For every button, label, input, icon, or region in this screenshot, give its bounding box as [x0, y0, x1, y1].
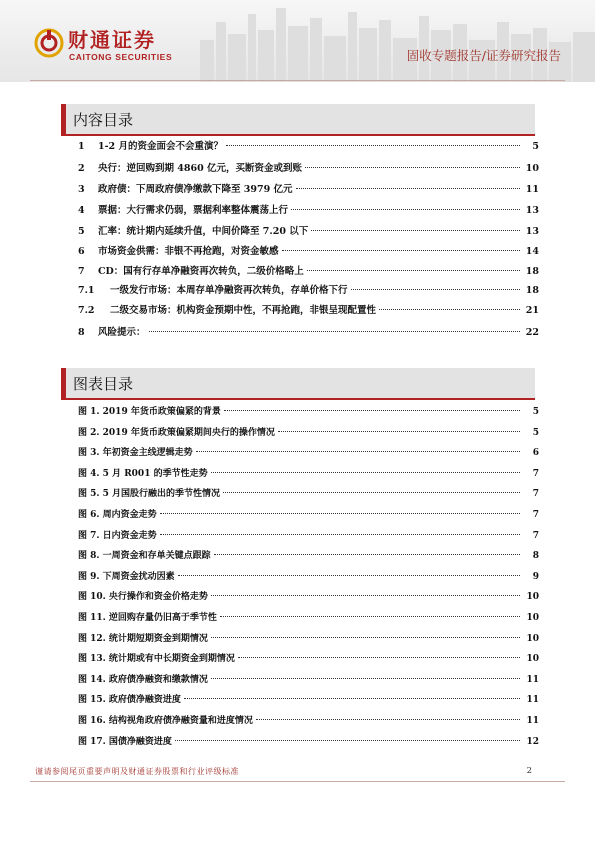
toc-entry-title: 1-2 月的资金面会不会重演？ — [98, 141, 223, 152]
toc-entry-page: 22 — [525, 327, 539, 338]
figure-entry-title: 图 3. 年初资金主线逻辑走势 — [78, 448, 193, 458]
toc-entry[interactable] — [78, 161, 539, 177]
figures-title: 图表目录 — [73, 375, 134, 393]
toc-entry-title: 市场资金供需：非银不再抢跑，对资金敏感 — [98, 246, 279, 257]
leader-dots — [223, 492, 520, 493]
figure-entry-title: 图 7. 日内资金走势 — [78, 531, 157, 541]
toc-entry-page: 13 — [525, 226, 539, 237]
figure-entry-title: 图 9. 下周资金扰动因素 — [78, 572, 175, 582]
toc-entry-number: 7.1 — [78, 285, 95, 296]
toc-entry-number: 7 — [78, 266, 85, 277]
figure-entry[interactable] — [78, 651, 539, 667]
leader-dots — [296, 188, 520, 189]
toc-entry-page: 11 — [525, 184, 539, 195]
leader-dots — [184, 698, 520, 699]
figure-entry-title: 图 1. 2019 年货币政策偏紧的背景 — [78, 407, 221, 417]
header-divider — [30, 80, 565, 81]
brand-name-cn: 财通证券 — [68, 28, 156, 52]
toc-entry-title: 央行：逆回购到期 4860 亿元，买断资金或到账 — [98, 163, 303, 174]
leader-dots — [282, 250, 520, 251]
figure-entry[interactable] — [78, 734, 539, 750]
footer-divider — [30, 781, 565, 782]
title-accent — [61, 104, 66, 134]
toc-entry-number: 6 — [78, 246, 85, 257]
figure-entry-page: 7 — [532, 510, 539, 520]
toc-entry-title: CD：国有行存单净融资再次转负，二级价格略上 — [98, 266, 304, 277]
figure-entry[interactable] — [78, 466, 539, 482]
leader-dots — [160, 513, 520, 514]
leader-dots — [256, 719, 520, 720]
leader-dots — [196, 451, 520, 452]
toc-entry-number: 4 — [78, 205, 85, 216]
leader-dots — [311, 230, 520, 231]
figure-entry-page: 10 — [526, 592, 539, 602]
figures-title-bar — [61, 368, 535, 400]
page-header — [0, 0, 595, 82]
toc-entry-title: 政府债：下周政府债净缴款下降至 3979 亿元 — [98, 184, 293, 195]
toc-entry-page: 13 — [525, 205, 539, 216]
figure-entry-title: 图 8. 一周资金和存单关键点跟踪 — [78, 551, 211, 561]
leader-dots — [224, 410, 520, 411]
toc-entry[interactable] — [78, 244, 539, 260]
figure-entry-page: 7 — [532, 489, 539, 499]
toc-entry-number: 5 — [78, 226, 85, 237]
figure-entry-page: 5 — [532, 407, 539, 417]
toc-entry-page: 5 — [532, 141, 539, 152]
toc-entry[interactable] — [78, 303, 539, 319]
figure-entry-title: 图 17. 国债净融资进度 — [78, 737, 172, 747]
leader-dots — [175, 740, 520, 741]
figure-entry-title: 图 15. 政府债净融资进度 — [78, 695, 181, 705]
toc-title: 内容目录 — [73, 111, 134, 129]
figure-entry-page: 10 — [526, 654, 539, 664]
figure-entry[interactable] — [78, 713, 539, 729]
toc-entry[interactable] — [78, 182, 539, 198]
toc-entry-title: 票据：大行需求仍弱，票据利率整体震荡上行 — [98, 205, 289, 216]
figure-entry-page: 11 — [526, 716, 539, 726]
figure-entry-title: 图 4. 5 月 R001 的季节性走势 — [78, 469, 208, 479]
toc-entry[interactable] — [78, 264, 539, 280]
toc-entry-page: 21 — [525, 305, 539, 316]
figure-entry[interactable] — [78, 589, 539, 605]
leader-dots — [226, 145, 520, 146]
leader-dots — [351, 289, 520, 290]
figure-entry-page: 11 — [526, 695, 539, 705]
leader-dots — [291, 209, 520, 210]
footer-disclaimer: 谨请参阅尾页重要声明及财通证券股票和行业评级标准 — [35, 767, 239, 776]
figure-entry[interactable] — [78, 672, 539, 688]
toc-entry[interactable] — [78, 224, 539, 240]
figure-entry-page: 9 — [532, 572, 539, 582]
figure-entry-page: 10 — [526, 613, 539, 623]
toc-entry-title: 一级发行市场：本周存单净融资再次转负，存单价格下行 — [110, 285, 348, 296]
toc-entry-title: 风险提示： — [98, 327, 146, 338]
figure-entry-title: 图 12. 统计期短期资金到期情况 — [78, 634, 208, 644]
figure-entry[interactable] — [78, 569, 539, 585]
figure-entry-page: 5 — [532, 428, 539, 438]
figure-entry[interactable] — [78, 610, 539, 626]
page-number: 2 — [526, 766, 532, 776]
figure-entry-title: 图 16. 结构视角政府债净融资量和进度情况 — [78, 716, 253, 726]
toc-title-bar — [61, 104, 535, 136]
figure-entry[interactable] — [78, 486, 539, 502]
leader-dots — [178, 575, 520, 576]
figure-entry-title: 图 6. 周内资金走势 — [78, 510, 157, 520]
toc-entry-title: 汇率：统计期内延续升值，中间价降至 7.20 以下 — [98, 226, 309, 237]
figure-entry[interactable] — [78, 548, 539, 564]
figure-entry-title: 图 13. 统计期或有中长期资金到期情况 — [78, 654, 235, 664]
leader-dots — [278, 431, 520, 432]
figure-entry-title: 图 2. 2019 年货币政策偏紧期间央行的操作情况 — [78, 428, 275, 438]
toc-entry-number: 2 — [78, 163, 85, 174]
figure-entry[interactable] — [78, 445, 539, 461]
report-type: 固收专题报告/证券研究报告 — [406, 48, 561, 63]
caitong-logo-icon — [34, 28, 64, 58]
figure-entry-page: 6 — [532, 448, 539, 458]
figure-entry-page: 7 — [532, 531, 539, 541]
leader-dots — [160, 534, 520, 535]
leader-dots — [305, 167, 520, 168]
brand-name-en: CAITONG SECURITIES — [69, 52, 173, 62]
figure-entry-title: 图 10. 央行操作和资金价格走势 — [78, 592, 208, 602]
figure-entry[interactable] — [78, 425, 539, 441]
toc-entry-page: 18 — [525, 266, 539, 277]
toc-entry-title: 二级交易市场：机构资金预期中性，不再抢跑，非银呈现配置性 — [110, 305, 377, 316]
toc-entry-page: 18 — [525, 285, 539, 296]
leader-dots — [379, 309, 520, 310]
leader-dots — [211, 637, 520, 638]
figure-entry-page: 7 — [532, 469, 539, 479]
leader-dots — [220, 616, 520, 617]
figure-entry-page: 12 — [526, 737, 539, 747]
toc-entry-page: 14 — [525, 246, 539, 257]
toc-entry-number: 7.2 — [78, 305, 95, 316]
leader-dots — [211, 595, 520, 596]
toc-entry-number: 8 — [78, 327, 85, 338]
figure-entry-title: 图 5. 5 月国股行融出的季节性情况 — [78, 489, 221, 499]
toc-entry-number: 1 — [78, 141, 85, 152]
figure-entry[interactable] — [78, 692, 539, 708]
toc-entry[interactable] — [78, 139, 539, 155]
figure-entry[interactable] — [78, 404, 539, 420]
toc-entry-number: 3 — [78, 184, 85, 195]
leader-dots — [307, 270, 520, 271]
figure-entry[interactable] — [78, 507, 539, 523]
leader-dots — [211, 472, 520, 473]
leader-dots — [214, 554, 520, 555]
figure-entry-title: 图 14. 政府债净融资和缴款情况 — [78, 675, 208, 685]
leader-dots — [211, 678, 520, 679]
figure-entry[interactable] — [78, 528, 539, 544]
toc-entry[interactable] — [78, 325, 539, 341]
figure-entry[interactable] — [78, 631, 539, 647]
toc-entry-page: 10 — [525, 163, 539, 174]
figure-entry-page: 11 — [526, 675, 539, 685]
toc-entry[interactable] — [78, 203, 539, 219]
leader-dots — [149, 331, 520, 332]
title-accent — [61, 368, 66, 398]
figure-entry-title: 图 11. 逆回购存量仍旧高于季节性 — [78, 613, 217, 623]
leader-dots — [238, 657, 520, 658]
figure-entry-page: 10 — [526, 634, 539, 644]
toc-entry[interactable] — [78, 283, 539, 299]
figure-entry-page: 8 — [532, 551, 539, 561]
